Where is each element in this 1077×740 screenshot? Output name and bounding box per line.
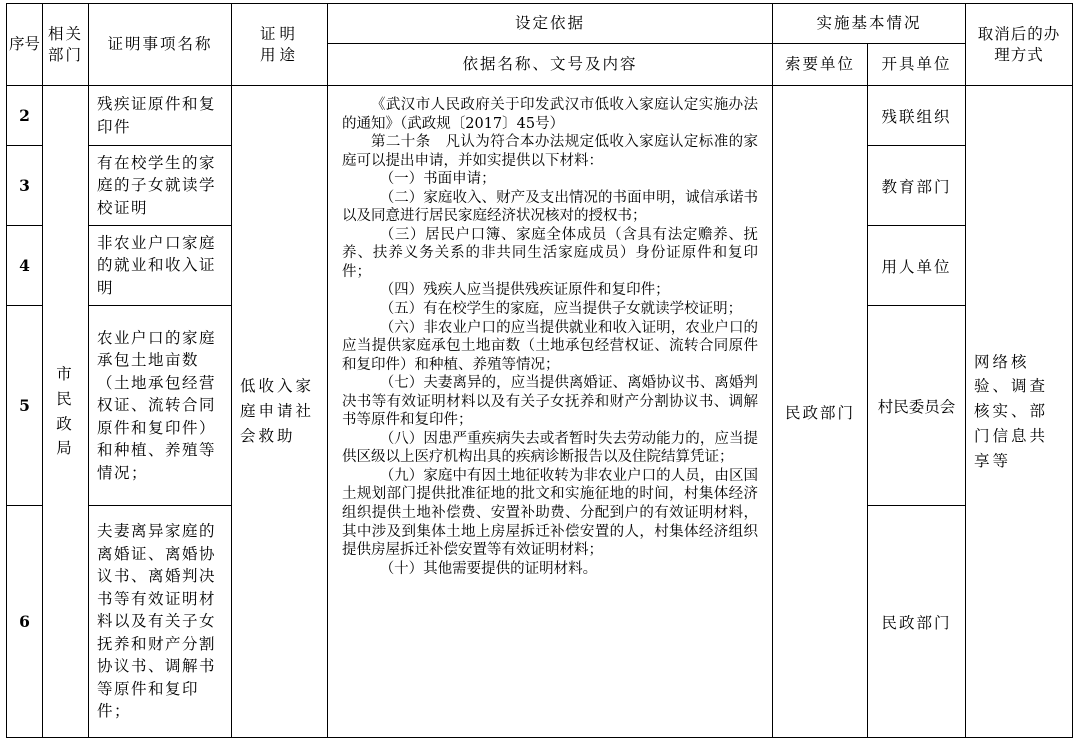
header-req-unit: 索要单位 (773, 44, 868, 86)
basis-line: （三）居民户口簿、家庭全体成员（含具有法定赡养、抚养、扶养义务关系的非共同生活家庭成员）身份证原件和复印件； (342, 226, 758, 280)
dept-cell: 市民政局 (43, 86, 89, 738)
header-use: 证明用途 (232, 4, 328, 86)
basis-title: 《武汉市人民政府关于印发武汉市低收入家庭认定实施办法的通知》（武政规〔2017〕45号） (342, 97, 758, 132)
header-name: 证明事项名称 (89, 4, 232, 86)
header-seq: 序号 (7, 4, 43, 86)
issuer-cell: 村民委员会 (868, 306, 966, 506)
basis-line: （十）其他需要提供的证明材料。 (379, 560, 598, 577)
header-issue-unit: 开具单位 (868, 44, 966, 86)
row-seq: 2 (7, 86, 43, 146)
basis-line: （五）有在校学生的家庭，应当提供子女就读学校证明； (379, 301, 743, 318)
issuer-cell: 用人单位 (868, 226, 966, 306)
row-seq: 5 (7, 306, 43, 506)
use-cell: 低收入家庭申请社会救助 (232, 86, 328, 738)
header-basis-sub: 依据名称、文号及内容 (328, 44, 773, 86)
issuer-cell: 教育部门 (868, 146, 966, 226)
after-cell: 网络核验、调查核实、部门信息共享等 (966, 86, 1073, 738)
basis-cell (328, 86, 773, 738)
row-seq: 4 (7, 226, 43, 306)
header-impl: 实施基本情况 (773, 4, 966, 44)
basis-line: （七）夫妻离异的，应当提供离婚证、离婚协议书、离婚判决书等有效证明材料以及有关子女抚养和财产分割协议书、调解书等原件和复印件； (342, 375, 758, 429)
item-name: 农业户口的家庭承包土地亩数（土地承包经营权证、流转合同原件和复印件）和种植、养殖等情况； (89, 306, 232, 506)
basis-line: （四）残疾人应当提供残疾证原件和复印件； (379, 282, 670, 299)
basis-line: （二）家庭收入、财产及支出情况的书面申明，诚信承诺书以及同意进行居民家庭经济状况核对的授权书； (342, 189, 758, 225)
basis-line: （九）家庭中有因土地征收转为非农业户口的人员，由区国土规划部门提供批准征地的批文和实施征地的时间，村集体经济组织提供土地补偿费、安置补助费、分配到户的有效证明材料，其中涉及到集体土地上房屋拆迁补偿安置的人，村集体经济组织提供房屋拆迁补偿安置等有效证明材料； (342, 467, 758, 559)
row-seq: 6 (7, 506, 43, 738)
item-name: 有在校学生的家庭的子女就读学校证明 (89, 146, 232, 226)
basis-line: （八）因患严重疾病失去或者暂时失去劳动能力的，应当提供区级以上医疗机构出具的疾病诊断报告以及住院结算凭证； (342, 430, 758, 466)
row-seq: 3 (7, 146, 43, 226)
item-name: 非农业户口家庭的就业和收入证明 (89, 226, 232, 306)
basis-line: （一）书面申请； (379, 171, 496, 188)
basis-line: 第二十条 凡认为符合本办法规定低收入家庭认定标准的家庭可以提出申请，并如实提供以下材料： (342, 134, 758, 169)
requester-cell: 民政部门 (773, 86, 868, 738)
item-name: 夫妻离异家庭的离婚证、离婚协议书、离婚判决书等有效证明材料以及有关子女抚养和财产分割协议书、调解书等原件和复印件； (89, 506, 232, 738)
header-basis: 设定依据 (328, 4, 773, 44)
header-dept: 相关部门 (43, 4, 89, 86)
certificate-table (6, 3, 1073, 738)
item-name: 残疾证原件和复印件 (89, 86, 232, 146)
issuer-cell: 民政部门 (868, 506, 966, 738)
basis-line: （六）非农业户口的应当提供就业和收入证明，农业户口的应当提供家庭承包土地亩数（土地承包经营权证、流转合同原件和复印件）和种植、养殖等情况； (342, 319, 758, 373)
header-after: 取消后的办理方式 (966, 4, 1073, 86)
issuer-cell: 残联组织 (868, 86, 966, 146)
